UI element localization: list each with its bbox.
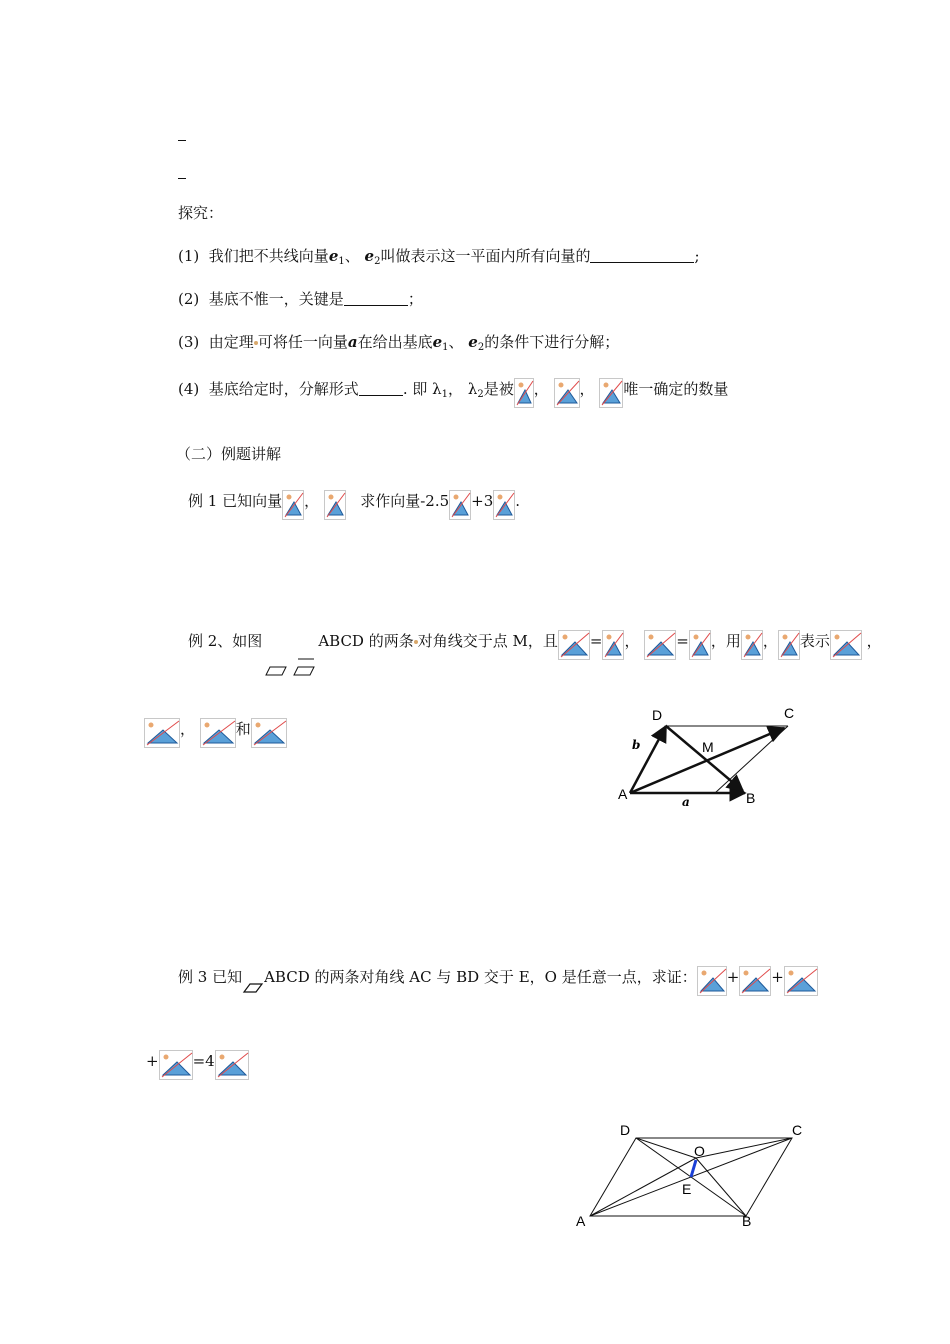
broken-image-icon (830, 630, 862, 660)
answer-blank[interactable] (590, 248, 694, 263)
example-1: 例 1 已知向量 ， 求作向量-2.5 +3 . (188, 490, 520, 520)
section-title: （二）例题讲解 (176, 445, 282, 463)
broken-image-icon (739, 966, 771, 996)
figure-label-c: C (792, 1122, 803, 1138)
broken-image-icon (449, 490, 471, 520)
broken-image-icon (200, 718, 236, 748)
broken-image-icon (554, 378, 580, 408)
broken-image-icon (689, 630, 711, 660)
figure-label-b-vector: b (632, 738, 641, 752)
figure-label-b: B (746, 790, 756, 806)
broken-image-icon (159, 1050, 193, 1080)
stray-mark-1 (178, 140, 186, 141)
example-3-line-2: + =4 (146, 1050, 249, 1080)
example-3-line-1: 例 3 已知 ABCD 的两条对角线 AC 与 BD 交于 E，O 是任意一点，求证： + + (178, 966, 818, 996)
broken-image-icon (324, 490, 346, 520)
figure-label-c: C (784, 705, 795, 721)
broken-image-icon (741, 630, 763, 660)
broken-image-icon (493, 490, 515, 520)
broken-image-icon (602, 630, 624, 660)
figure-label-d: D (652, 707, 663, 723)
figure-label-a: A (618, 786, 628, 802)
answer-blank[interactable] (359, 381, 403, 396)
broken-image-icon (697, 966, 727, 996)
parallelogram-icon (242, 981, 264, 990)
explore-item-4: (4) 基底给定时，分解形式 . 即 $\lambda_1$， $\lambda_2$是被 ， ， 唯一确定的数量 (178, 378, 728, 408)
figure-label-d: D (620, 1122, 631, 1138)
stray-mark-2 (178, 178, 186, 179)
broken-image-icon (778, 630, 800, 660)
figure-label-e: E (682, 1181, 692, 1197)
broken-image-icon (599, 378, 623, 408)
explore-item-2: (2) 基底不惟一，关键是 ； (178, 290, 423, 308)
example-2-line-2: ， 和 (144, 718, 287, 748)
broken-image-icon (282, 490, 304, 520)
parallelogram-figure-2 (570, 1118, 810, 1230)
parallelogram-figure-1 (610, 700, 810, 810)
figure-label-m: M (702, 739, 714, 755)
answer-blank[interactable] (344, 291, 408, 306)
broken-image-icon (251, 718, 287, 748)
broken-image-icon (558, 630, 590, 660)
parallelogram-icon (262, 651, 318, 660)
broken-image-icon (215, 1050, 249, 1080)
broken-image-icon (784, 966, 818, 996)
broken-image-icon (144, 718, 180, 748)
explore-item-3: (3) 由定理 可将任一向量a在给出基底$e_1$、 $e_2$的条件下进行分解； (178, 333, 620, 353)
figure-label-o: O (694, 1143, 705, 1159)
example-2-line-1: 例 2、如图 ABCD 的两条 对角线交于点 M，且 = ， = ，用 ， 表示 ， (188, 630, 882, 660)
explore-item-1: (1) 我们把不共线向量$e_1$、 $e_2$叫做表示这一平面内所有向量的 ; (178, 247, 700, 267)
figure-label-a: A (576, 1213, 586, 1229)
figure-label-b: B (742, 1213, 752, 1229)
broken-image-icon (644, 630, 676, 660)
explore-heading: 探究： (178, 204, 224, 222)
broken-image-icon (514, 378, 534, 408)
figure-label-a-vector: a (682, 795, 690, 809)
